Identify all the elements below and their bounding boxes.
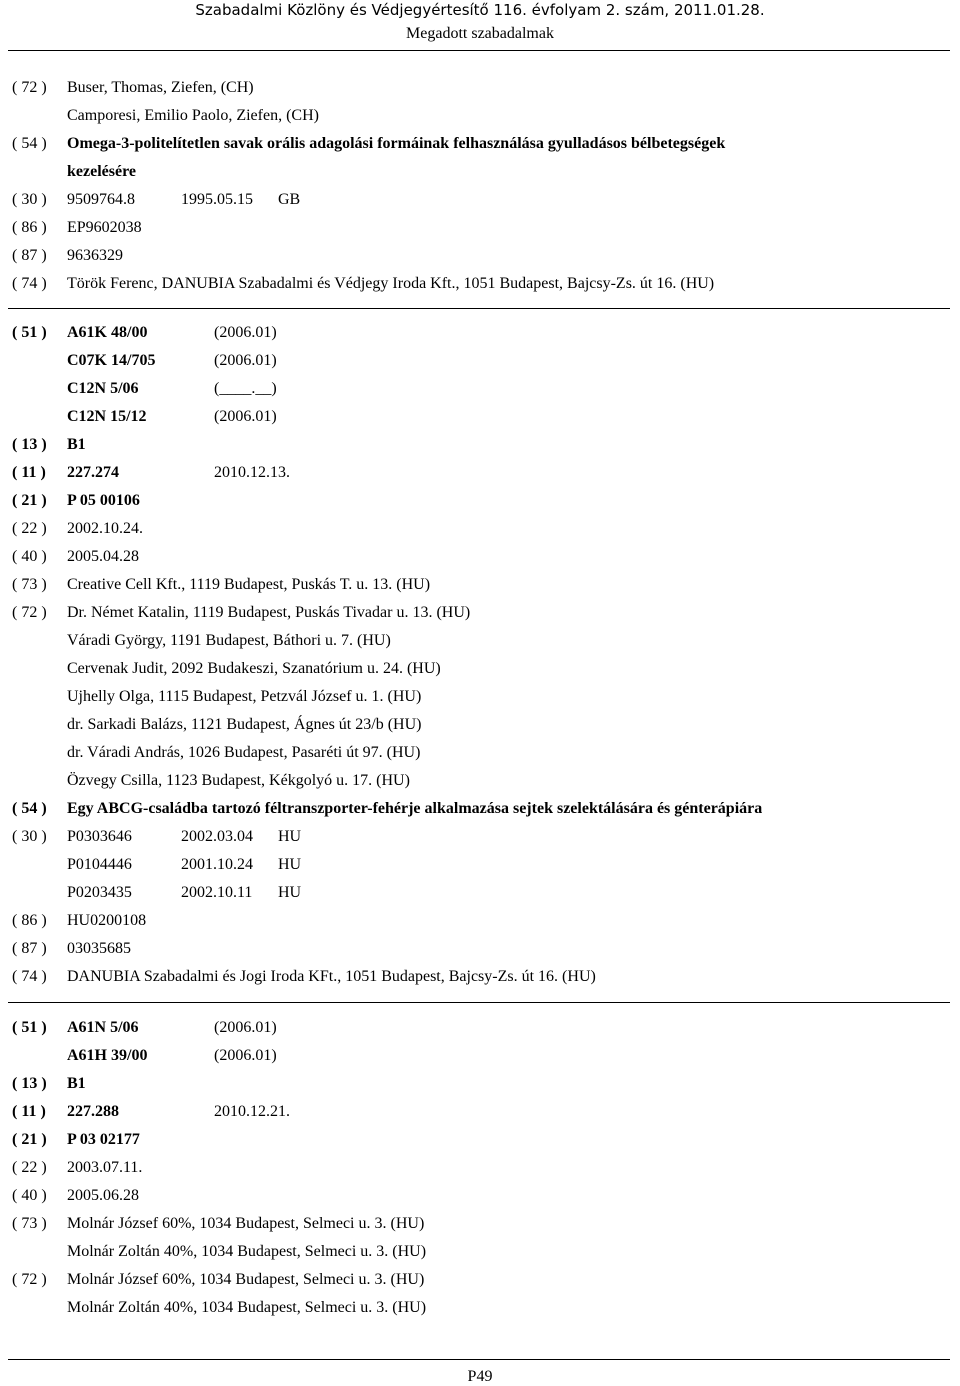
- agent: Török Ferenc, DANUBIA Szabadalmi és Védjegy Iroda Kft., 1051 Budapest, Bajcsy-Zs. út 16. (HU): [67, 275, 715, 292]
- field-code-86: ( 86 ): [12, 912, 47, 929]
- field-code-30: ( 30 ): [12, 191, 47, 208]
- ipc-code: C07K 14/705: [67, 352, 156, 369]
- inventor: dr. Sarkadi Balázs, 1121 Budapest, Ágnes út 23/b (HU): [67, 716, 422, 733]
- international-application: EP9602038: [67, 219, 142, 236]
- patent-title: Egy ABCG-családba tartozó féltranszporter-fehérje alkalmazása sejtek szelektálására és génterápiára: [67, 800, 763, 817]
- ipc-code: C12N 15/12: [67, 408, 147, 425]
- ipc-code: A61K 48/00: [67, 324, 148, 341]
- patent-number: 227.288: [67, 1103, 119, 1120]
- inventor: Molnár Zoltán 40%, 1034 Budapest, Selmeci u. 3. (HU): [67, 1299, 427, 1316]
- field-code-73: ( 73 ): [12, 1215, 47, 1232]
- application-number: P 05 00106: [67, 492, 140, 509]
- international-publication: 03035685: [67, 940, 131, 957]
- ipc-version: (2006.01): [214, 352, 277, 369]
- inventor: Özvegy Csilla, 1123 Budapest, Kékgolyó u. 17. (HU): [67, 772, 410, 789]
- field-code-13: ( 13 ): [12, 436, 47, 453]
- inventor: Buser, Thomas, Ziefen, (CH): [67, 79, 254, 96]
- running-header: Szabadalmi Közlöny és Védjegyértesítő 116. évfolyam 2. szám, 2011.01.28.: [195, 1, 765, 19]
- field-code-13: ( 13 ): [12, 1075, 47, 1092]
- international-publication: 9636329: [67, 247, 123, 264]
- field-code-87: ( 87 ): [12, 940, 47, 957]
- field-code-40: ( 40 ): [12, 1187, 47, 1204]
- patent-title-continued: kezelésére: [67, 163, 136, 180]
- entry-divider: [8, 308, 950, 309]
- ipc-code: C12N 5/06: [67, 380, 139, 397]
- patent-owner: Molnár József 60%, 1034 Budapest, Selmeci u. 3. (HU): [67, 1215, 425, 1232]
- field-code-72: ( 72 ): [12, 1271, 47, 1288]
- priority-date: 2001.10.24: [181, 856, 253, 873]
- entry-divider: [8, 1002, 950, 1003]
- inventor: Ujhelly Olga, 1115 Budapest, Petzvál József u. 1. (HU): [67, 688, 422, 705]
- field-code-54: ( 54 ): [12, 800, 47, 817]
- field-code-21: ( 21 ): [12, 492, 47, 509]
- field-code-11: ( 11 ): [12, 464, 46, 481]
- field-code-40: ( 40 ): [12, 548, 47, 565]
- application-number: P 03 02177: [67, 1131, 140, 1148]
- section-title: Megadott szabadalmak: [406, 25, 554, 42]
- ipc-version: (2006.01): [214, 1019, 277, 1036]
- patent-title: Omega-3-politelítetlen savak orális adagolási formáinak felhasználása gyulladásos bélbetegségek: [67, 135, 726, 152]
- inventor: Dr. Német Katalin, 1119 Budapest, Puskás Tivadar u. 13. (HU): [67, 604, 471, 621]
- field-code-73: ( 73 ): [12, 576, 47, 593]
- ipc-version: (____.__): [214, 380, 277, 397]
- patent-number: 227.274: [67, 464, 119, 481]
- field-code-86: ( 86 ): [12, 219, 47, 236]
- priority-date: 1995.05.15: [181, 191, 253, 208]
- priority-country: HU: [278, 884, 302, 901]
- field-code-22: ( 22 ): [12, 1159, 47, 1176]
- priority-country: HU: [278, 828, 302, 845]
- priority-date: 2002.03.04: [181, 828, 253, 845]
- grant-date: 2010.12.21.: [214, 1103, 290, 1120]
- ipc-version: (2006.01): [214, 324, 277, 341]
- agent: DANUBIA Szabadalmi és Jogi Iroda KFt., 1051 Budapest, Bajcsy-Zs. út 16. (HU): [67, 968, 596, 985]
- patent-owner: Molnár Zoltán 40%, 1034 Budapest, Selmeci u. 3. (HU): [67, 1243, 427, 1260]
- field-code-72: ( 72 ): [12, 79, 47, 96]
- inventor: dr. Váradi András, 1026 Budapest, Pasaréti út 97. (HU): [67, 744, 421, 761]
- header-divider: [8, 50, 950, 51]
- ipc-version: (2006.01): [214, 408, 277, 425]
- priority-number: 9509764.8: [67, 191, 135, 208]
- field-code-11: ( 11 ): [12, 1103, 46, 1120]
- grant-date: 2010.12.13.: [214, 464, 290, 481]
- field-code-74: ( 74 ): [12, 968, 47, 985]
- field-code-74: ( 74 ): [12, 275, 47, 292]
- field-code-30: ( 30 ): [12, 828, 47, 845]
- document-kind: B1: [67, 1075, 86, 1092]
- filing-date: 2002.10.24.: [67, 520, 143, 537]
- field-code-51: ( 51 ): [12, 324, 47, 341]
- priority-number: P0104446: [67, 856, 132, 873]
- document-kind: B1: [67, 436, 86, 453]
- filing-date: 2003.07.11.: [67, 1159, 143, 1176]
- patent-owner: Creative Cell Kft., 1119 Budapest, Puskás T. u. 13. (HU): [67, 576, 431, 593]
- ipc-version: (2006.01): [214, 1047, 277, 1064]
- field-code-51: ( 51 ): [12, 1019, 47, 1036]
- publication-date: 2005.06.28: [67, 1187, 139, 1204]
- inventor: Cervenak Judit, 2092 Budakeszi, Szanatórium u. 24. (HU): [67, 660, 441, 677]
- inventor: Váradi György, 1191 Budapest, Báthori u. 7. (HU): [67, 632, 391, 649]
- international-application: HU0200108: [67, 912, 147, 929]
- ipc-code: A61N 5/06: [67, 1019, 139, 1036]
- priority-number: P0203435: [67, 884, 132, 901]
- publication-date: 2005.04.28: [67, 548, 139, 565]
- priority-date: 2002.10.11: [181, 884, 253, 901]
- field-code-87: ( 87 ): [12, 247, 47, 264]
- footer-divider: [8, 1359, 950, 1360]
- field-code-22: ( 22 ): [12, 520, 47, 537]
- field-code-54: ( 54 ): [12, 135, 47, 152]
- priority-number: P0303646: [67, 828, 132, 845]
- priority-country: GB: [278, 191, 301, 208]
- inventor: Camporesi, Emilio Paolo, Ziefen, (CH): [67, 107, 319, 124]
- page-number: P49: [467, 1368, 493, 1385]
- inventor: Molnár József 60%, 1034 Budapest, Selmeci u. 3. (HU): [67, 1271, 425, 1288]
- priority-country: HU: [278, 856, 302, 873]
- ipc-code: A61H 39/00: [67, 1047, 148, 1064]
- field-code-21: ( 21 ): [12, 1131, 47, 1148]
- field-code-72: ( 72 ): [12, 604, 47, 621]
